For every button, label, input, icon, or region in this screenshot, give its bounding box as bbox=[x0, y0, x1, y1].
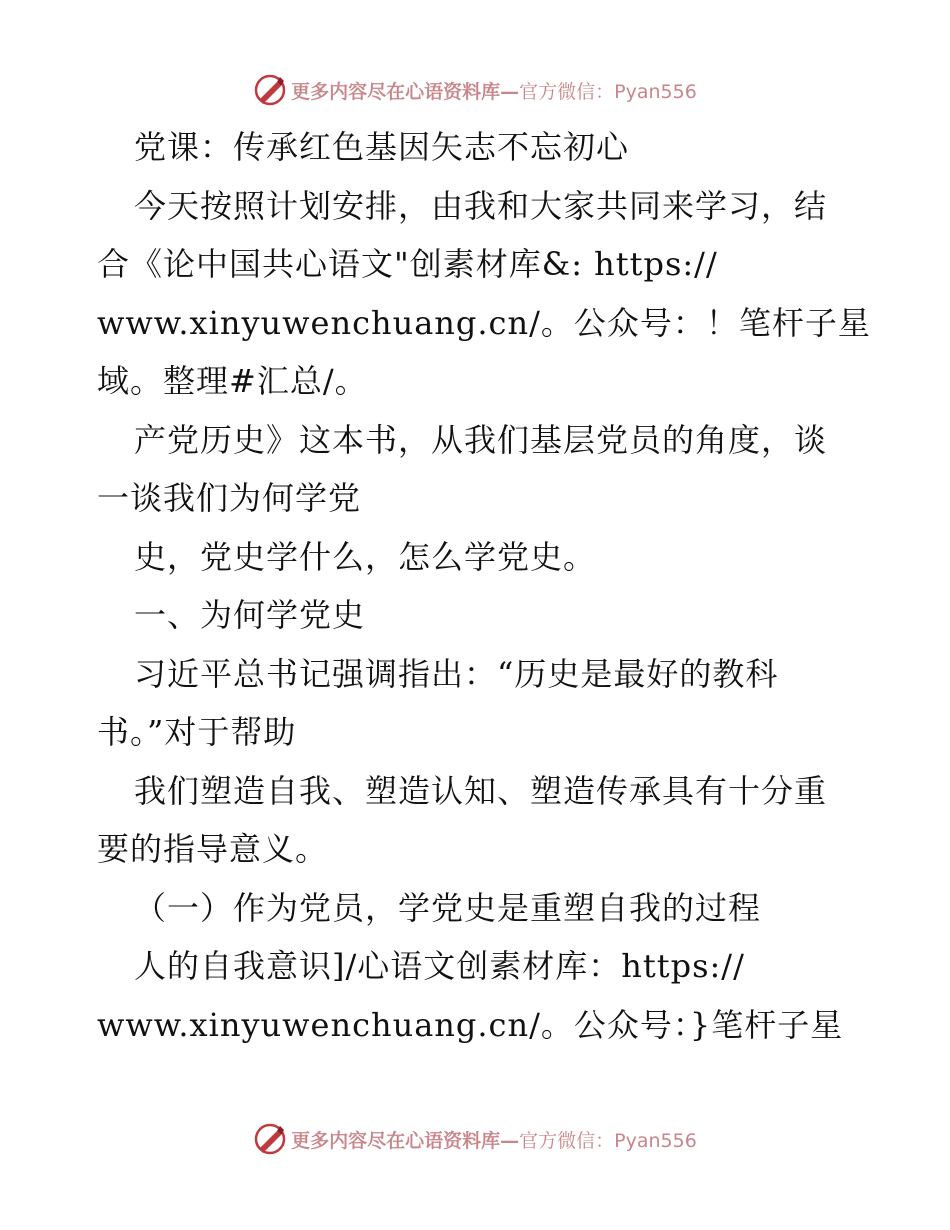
pen-logo-icon bbox=[253, 73, 287, 107]
paragraph-line: 人的自我意识]/心语文创素材库：https:// bbox=[134, 947, 745, 985]
paragraph-line: 要的指导意义。 bbox=[97, 830, 329, 868]
paragraph-line: 今天按照计划安排，由我和大家共同来学习，结 bbox=[134, 186, 828, 225]
section-heading: 一、为何学党史 bbox=[134, 596, 366, 634]
banner-wechat: 官方微信：Pyan556 bbox=[519, 80, 697, 103]
paragraph-line: 书。”对于帮助 bbox=[97, 713, 297, 751]
doc-title: 党课：传承红色基因矢志不忘初心 bbox=[134, 128, 630, 166]
paragraph-line: 产党历史》这本书，从我们基层党员的角度，谈 bbox=[134, 420, 828, 459]
banner-slogan: 更多内容尽在心语资料库— bbox=[291, 80, 520, 103]
banner-slogan: 更多内容尽在心语资料库— bbox=[291, 1129, 520, 1152]
paragraph-line: 史，党史学什么，怎么学党史。 bbox=[134, 537, 597, 576]
paragraph-line: 合《论中国共心语文"创素材库&: https:// bbox=[97, 245, 718, 283]
subsection-heading: （一）作为党员，学党史是重塑自我的过程 bbox=[134, 888, 762, 927]
footer-banner bbox=[0, 1119, 950, 1159]
paragraph-line: 域。整理#汇总/。 bbox=[97, 362, 368, 400]
paragraph-line: 习近平总书记强调指出：“历史是最好的教科 bbox=[134, 654, 779, 693]
pen-logo-icon bbox=[253, 1122, 287, 1156]
banner-wechat: 官方微信：Pyan556 bbox=[519, 1129, 697, 1152]
paragraph-line: 一谈我们为何学党 bbox=[97, 479, 362, 517]
paragraph-line: www.xinyuwenchuang.cn/。公众号：}笔杆子星 bbox=[97, 1005, 844, 1044]
header-banner bbox=[0, 70, 950, 110]
paragraph-line: www.xinyuwenchuang.cn/。公众号：！笔杆子星 bbox=[97, 303, 871, 342]
paragraph-line: 我们塑造自我、塑造认知、塑造传承具有十分重 bbox=[134, 771, 828, 810]
document-body bbox=[97, 118, 877, 1054]
